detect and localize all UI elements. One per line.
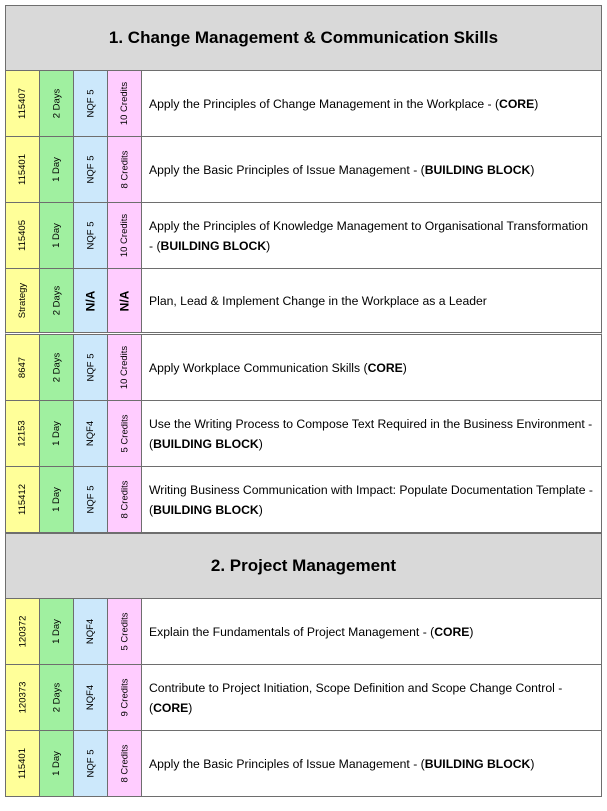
unit-code-cell bbox=[6, 731, 40, 796]
course-table bbox=[5, 5, 602, 797]
nqf-level: NQF 5 bbox=[84, 749, 96, 778]
credits: 10 Credits bbox=[119, 81, 130, 126]
course-title: Contribute to Project Initiation, Scope Definition and Scope Change Control - ( bbox=[149, 680, 563, 715]
duration-cell bbox=[40, 269, 74, 332]
duration: 1 Day bbox=[50, 751, 62, 776]
course-type-tag: CORE bbox=[434, 624, 470, 639]
unit-code-cell bbox=[6, 137, 40, 202]
closing-paren: ) bbox=[534, 96, 539, 111]
nqf-level: N/A bbox=[83, 290, 98, 311]
course-type-tag: CORE bbox=[367, 360, 403, 375]
credits-cell bbox=[108, 467, 142, 532]
course-row bbox=[5, 71, 602, 137]
duration: 2 Days bbox=[50, 285, 62, 316]
credits: 10 Credits bbox=[119, 213, 130, 258]
course-description bbox=[142, 599, 601, 664]
credits-cell bbox=[108, 665, 142, 730]
course-description bbox=[142, 71, 601, 136]
course-description bbox=[142, 269, 601, 332]
course-title: Plan, Lead & Implement Change in the Workplace as a Leader bbox=[149, 293, 487, 308]
credits: 10 Credits bbox=[119, 345, 130, 390]
credits-cell bbox=[108, 401, 142, 466]
course-title: Use the Writing Process to Compose Text Required in the Business Environment - ( bbox=[149, 416, 593, 451]
closing-paren: ) bbox=[530, 756, 535, 771]
course-type-tag: BUILDING BLOCK bbox=[424, 162, 531, 177]
credits-cell bbox=[108, 269, 142, 332]
unit-code: 8647 bbox=[16, 356, 28, 379]
credits-cell bbox=[108, 137, 142, 202]
duration-cell bbox=[40, 335, 74, 400]
course-type-tag: BUILDING BLOCK bbox=[153, 436, 259, 451]
unit-code: 120372 bbox=[16, 615, 28, 648]
course-row bbox=[5, 203, 602, 269]
duration-cell bbox=[40, 137, 74, 202]
closing-paren: ) bbox=[266, 238, 271, 253]
course-description bbox=[142, 137, 601, 202]
credits: 5 Credits bbox=[119, 414, 131, 453]
unit-code: 115405 bbox=[17, 220, 28, 251]
nqf-level-cell bbox=[74, 137, 108, 202]
closing-paren: ) bbox=[530, 162, 535, 177]
duration: 2 Days bbox=[50, 352, 62, 383]
course-type-tag: BUILDING BLOCK bbox=[153, 502, 259, 517]
course-description bbox=[142, 467, 601, 532]
course-title: Apply the Basic Principles of Issue Management - ( bbox=[149, 162, 425, 177]
duration-cell bbox=[40, 467, 74, 532]
duration-cell bbox=[40, 599, 74, 664]
course-title: Apply the Principles of Change Management in the Workplace - ( bbox=[149, 96, 500, 111]
course-row bbox=[5, 269, 602, 335]
closing-paren: ) bbox=[258, 502, 263, 517]
nqf-level-cell bbox=[74, 731, 108, 796]
credits: N/A bbox=[117, 290, 132, 311]
nqf-level: NQF 5 bbox=[84, 89, 96, 118]
nqf-level: NQF4 bbox=[85, 618, 96, 645]
unit-code-cell bbox=[6, 665, 40, 730]
duration-cell bbox=[40, 203, 74, 268]
nqf-level-cell bbox=[74, 203, 108, 268]
course-type-tag: BUILDING BLOCK bbox=[160, 238, 267, 253]
unit-code: 115401 bbox=[17, 154, 28, 185]
credits-cell bbox=[108, 335, 142, 400]
credits: 8 Credits bbox=[119, 150, 131, 189]
credits-cell bbox=[108, 599, 142, 664]
nqf-level-cell bbox=[74, 599, 108, 664]
nqf-level: NQF 5 bbox=[84, 155, 96, 184]
nqf-level: NQF4 bbox=[85, 684, 96, 711]
credits: 5 Credits bbox=[119, 612, 131, 651]
nqf-level-cell bbox=[74, 665, 108, 730]
course-title: Apply the Basic Principles of Issue Management - ( bbox=[149, 756, 425, 771]
duration: 1 Day bbox=[50, 157, 62, 182]
nqf-level: NQF 5 bbox=[84, 221, 96, 250]
course-description bbox=[142, 401, 601, 466]
section-header: 2. Project Management bbox=[5, 533, 602, 599]
credits: 8 Credits bbox=[119, 480, 131, 519]
duration-cell bbox=[40, 401, 74, 466]
course-row bbox=[5, 467, 602, 533]
course-title: Writing Business Communication with Impact: Populate Documentation Template - ( bbox=[149, 482, 593, 517]
unit-code-cell bbox=[6, 203, 40, 268]
nqf-level: NQF 5 bbox=[84, 353, 96, 382]
unit-code-cell bbox=[6, 71, 40, 136]
closing-paren: ) bbox=[258, 436, 263, 451]
unit-code: Strategy bbox=[17, 282, 29, 319]
nqf-level-cell bbox=[74, 467, 108, 532]
unit-code: 12153 bbox=[16, 420, 28, 447]
course-type-tag: CORE bbox=[153, 700, 189, 715]
unit-code-cell bbox=[6, 269, 40, 332]
course-row bbox=[5, 731, 602, 797]
credits-cell bbox=[108, 71, 142, 136]
course-row bbox=[5, 665, 602, 731]
credits-cell bbox=[108, 203, 142, 268]
unit-code-cell bbox=[6, 401, 40, 466]
nqf-level-cell bbox=[74, 269, 108, 332]
course-title: Explain the Fundamentals of Project Management - ( bbox=[149, 624, 435, 639]
credits-cell bbox=[108, 731, 142, 796]
course-type-tag: CORE bbox=[499, 96, 535, 111]
course-description bbox=[142, 731, 601, 796]
unit-code: 115407 bbox=[17, 88, 28, 119]
duration-cell bbox=[40, 731, 74, 796]
closing-paren: ) bbox=[188, 700, 193, 715]
course-row bbox=[5, 137, 602, 203]
nqf-level-cell bbox=[74, 71, 108, 136]
nqf-level-cell bbox=[74, 401, 108, 466]
closing-paren: ) bbox=[469, 624, 474, 639]
unit-code: 115401 bbox=[17, 748, 28, 779]
nqf-level: NQF4 bbox=[85, 420, 96, 447]
credits: 9 Credits bbox=[119, 678, 131, 717]
unit-code: 120373 bbox=[16, 681, 28, 714]
unit-code-cell bbox=[6, 467, 40, 532]
course-title: Apply Workplace Communication Skills ( bbox=[149, 360, 368, 375]
duration-cell bbox=[40, 71, 74, 136]
course-description bbox=[142, 665, 601, 730]
duration: 1 Day bbox=[50, 487, 62, 512]
course-type-tag: BUILDING BLOCK bbox=[424, 756, 531, 771]
nqf-level: NQF 5 bbox=[84, 485, 96, 514]
credits: 8 Credits bbox=[119, 744, 131, 783]
course-row bbox=[5, 335, 602, 401]
unit-code-cell bbox=[6, 335, 40, 400]
nqf-level-cell bbox=[74, 335, 108, 400]
unit-code-cell bbox=[6, 599, 40, 664]
section-header: 1. Change Management & Communication Skills bbox=[5, 5, 602, 71]
course-row bbox=[5, 599, 602, 665]
course-row bbox=[5, 401, 602, 467]
duration: 2 Days bbox=[50, 88, 62, 119]
duration: 1 Day bbox=[50, 619, 62, 644]
course-description bbox=[142, 335, 601, 400]
course-description bbox=[142, 203, 601, 268]
unit-code: 115412 bbox=[17, 484, 28, 515]
course-title: Apply the Principles of Knowledge Management to Organisational Transformation - ( bbox=[149, 218, 588, 253]
closing-paren: ) bbox=[402, 360, 407, 375]
duration: 1 Day bbox=[50, 223, 62, 248]
duration: 2 Days bbox=[50, 682, 62, 713]
duration-cell bbox=[40, 665, 74, 730]
duration: 1 Day bbox=[50, 421, 62, 446]
